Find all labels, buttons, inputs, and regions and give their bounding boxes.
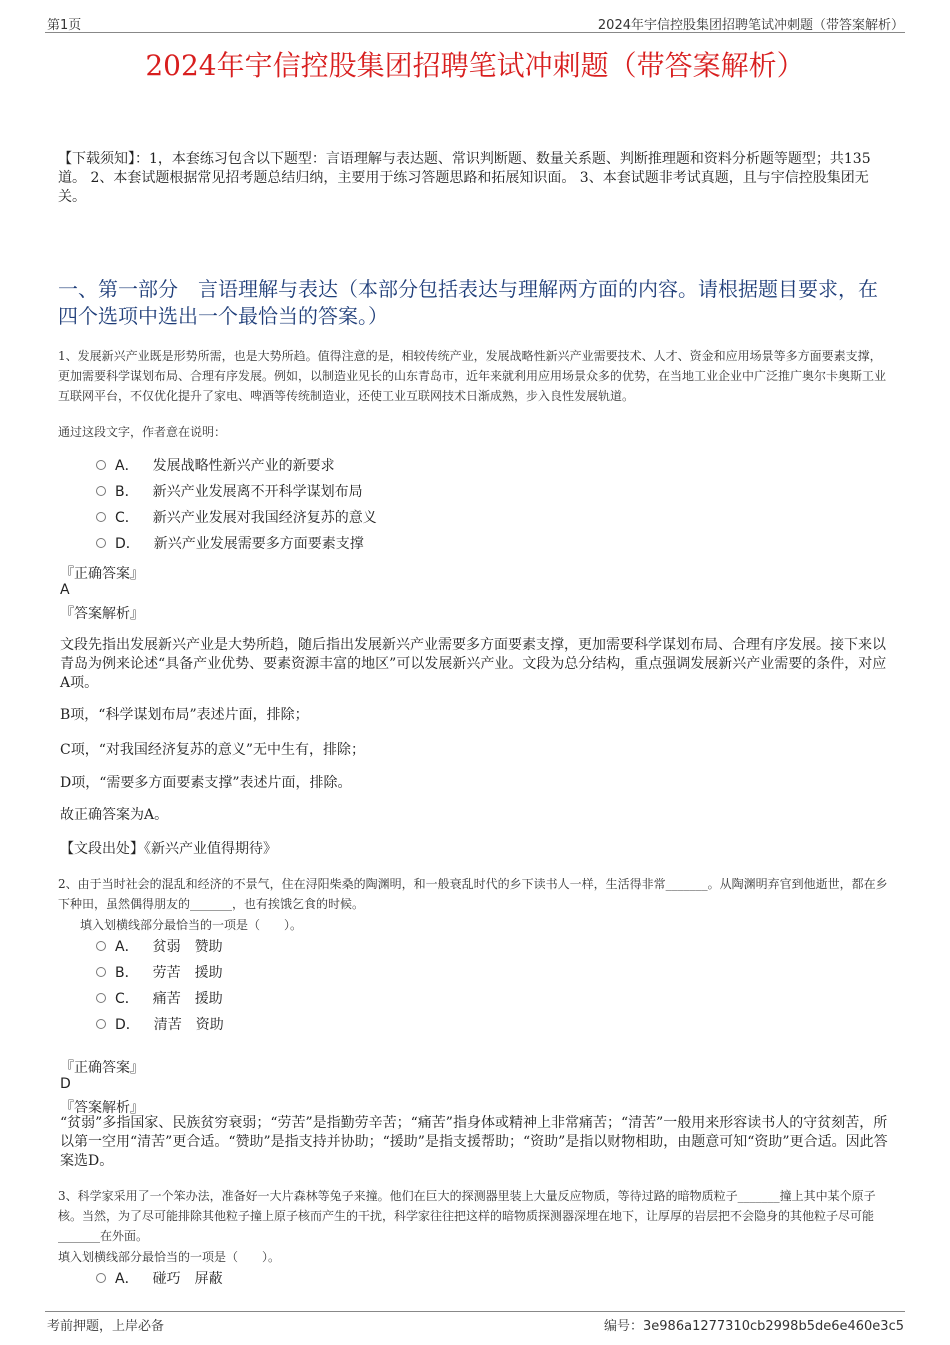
q2-option-d[interactable]: D． 清苦 资助 [96, 1015, 224, 1035]
radio-icon[interactable] [96, 941, 106, 951]
q1-conclusion: 故正确答案为A。 [60, 807, 169, 823]
q1-option-b[interactable]: B． 新兴产业发展离不开科学谋划布局 [96, 482, 363, 502]
radio-icon[interactable] [96, 1273, 106, 1283]
q1-correct-label: 『正确答案』 [60, 566, 144, 582]
q2-option-c[interactable]: C． 痛苦 援助 [96, 989, 223, 1009]
q1-option-c[interactable]: C． 新兴产业发展对我国经济复苏的意义 [96, 508, 377, 528]
section-heading: 一、第一部分 言语理解与表达（本部分包括表达与理解两方面的内容。请根据题目要求，在四个选项中选出一个最恰当的答案。） [58, 277, 878, 328]
q1-option-d[interactable]: D． 新兴产业发展需要多方面要素支撑 [96, 534, 364, 554]
page-title: 2024年宇信控股集团招聘笔试冲刺题（带答案解析） [145, 49, 805, 82]
q1-source: 【文段出处】《新兴产业值得期待》 [60, 841, 277, 857]
q2-analysis-label: 『答案解析』 [60, 1100, 144, 1116]
question-2-text: 2、由于当时社会的混乱和经济的不景气，住在浔阳柴桑的陶渊明，和一般衰乱时代的乡下读书人一样，生活得非常_______。从陶渊明弃官到他逝世，都在乡下种田，虽然偶得朋友的_______，也有挨饿乞食的时候。 [58, 877, 888, 911]
q1-analysis-b: B项，“科学谋划布局”表述片面，排除； [60, 707, 309, 723]
radio-icon[interactable] [96, 538, 106, 548]
download-notice: 【下载须知】：1，本套练习包含以下题型：言语理解与表达题、常识判断题、数量关系题、判断推理题和资料分析题等题型；共135道。 2、本套试题根据常见招考题总结归纳，主要用于练习答题思路和拓展知识面。 3、本套试题非考试真题，且与宇信控股集团无关。 [58, 151, 871, 205]
radio-icon[interactable] [96, 1019, 106, 1029]
footer-code-value: 3e986a1277310cb2998b5de6e460e3c5 [643, 1319, 904, 1334]
radio-icon[interactable] [96, 993, 106, 1003]
footer-slogan: 考前押题，上岸必备 [47, 1319, 165, 1334]
q1-correct-answer: A [60, 582, 70, 598]
q1-option-a[interactable]: A． 发展战略性新兴产业的新要求 [96, 456, 335, 476]
q3-option-a[interactable]: A． 碰巧 屏蔽 [96, 1269, 223, 1289]
radio-icon[interactable] [96, 967, 106, 977]
q1-analysis-c: C项，“对我国经济复苏的意义”无中生有，排除； [60, 742, 366, 758]
footer-code [604, 1315, 904, 1334]
page-number: 第1页 [47, 18, 82, 33]
question-3-prompt: 填入划横线部分最恰当的一项是（ ）。 [58, 1250, 281, 1264]
radio-icon[interactable] [96, 486, 106, 496]
q2-correct-label: 『正确答案』 [60, 1060, 144, 1076]
q1-analysis-d: D项，“需要多方面要素支撑”表述片面，排除。 [60, 775, 352, 791]
header-divider [45, 32, 905, 33]
question-2-prompt: 填入划横线部分最恰当的一项是（ ）。 [80, 918, 303, 932]
q2-analysis: “贫弱”多指国家、民族贫穷衰弱；“劳苦”是指勤劳辛苦；“痛苦”指身体或精神上非常痛苦；“清苦”一般用来形容读书人的守贫刻苦，所以第一空用“清苦”更合适。“赞助”是指支持并协助；“援助”是指支援帮助；“资助”是指以财物相助，由题意可知“资助”更合适。因此答案选D。 [60, 1115, 888, 1169]
q2-correct-answer: D [60, 1076, 71, 1092]
q1-analysis-label: 『答案解析』 [60, 606, 144, 622]
radio-icon[interactable] [96, 512, 106, 522]
header-doc-title: 2024年宇信控股集团招聘笔试冲刺题（带答案解析） [597, 18, 904, 33]
q1-analysis-paragraph: 文段先指出发展新兴产业是大势所趋，随后指出发展新兴产业需要多方面要素支撑，更加需要科学谋划布局、合理有序发展。接下来以青岛为例来论述“具备产业优势、要素资源丰富的地区”可以发展新兴产业。文段为总分结构，重点强调发展新兴产业需要的条件，对应A项。 [60, 637, 887, 691]
question-1-text: 1、发展新兴产业既是形势所需，也是大势所趋。值得注意的是，相较传统产业，发展战略性新兴产业需要技术、人才、资金和应用场景等多方面要素支撑，更加需要科学谋划布局、合理有序发展。例如，以制造业见长的山东青岛市，近年来就利用应用场景众多的优势，在当地工业企业中广泛推广奥尔卡奥斯工业互联网平台，不仅优化提升了家电、啤酒等传统制造业，还使工业互联网技术日渐成熟，步入良性发展轨道。 [58, 349, 887, 403]
question-3-text: 3、科学家采用了一个笨办法，准备好一大片森林等兔子来撞。他们在巨大的探测器里装上大量反应物质，等待过路的暗物质粒子_______撞上其中某个原子核。当然，为了尽可能排除其他粒子撞上原子核而产生的干扰，科学家往往把这样的暗物质探测器深埋在地下，让厚厚的岩层把不会隐身的其他粒子尽可能_______在外面。 [58, 1189, 876, 1243]
radio-icon[interactable] [96, 460, 106, 470]
question-1-prompt: 通过这段文字，作者意在说明： [58, 425, 227, 439]
footer-code-label: 编号： [604, 1319, 644, 1334]
q2-option-b[interactable]: B． 劳苦 援助 [96, 963, 223, 983]
q2-option-a[interactable]: A． 贫弱 赞助 [96, 937, 223, 957]
footer-divider [45, 1311, 905, 1312]
